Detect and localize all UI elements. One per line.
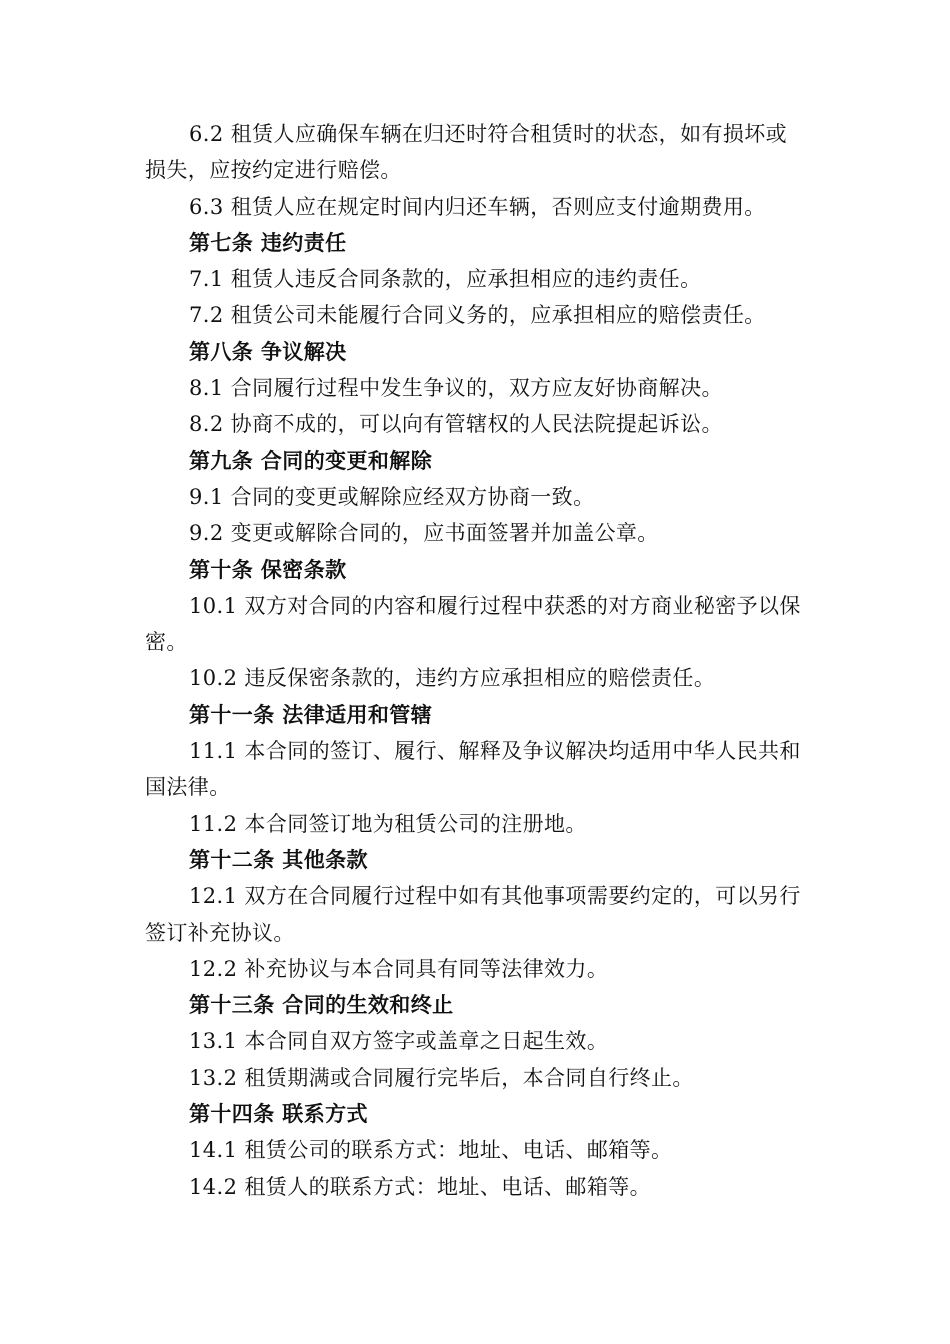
clause-8-2: 8.2 协商不成的，可以向有管辖权的人民法院提起诉讼。 xyxy=(189,412,723,437)
article-8-heading: 第八条 争议解决 xyxy=(189,339,347,364)
article-12-heading: 第十二条 其他条款 xyxy=(189,847,368,872)
clause-7-2: 7.2 租赁公司未能履行合同义务的，应承担相应的赔偿责任。 xyxy=(189,303,766,328)
clause-13-1: 13.1 本合同自双方签字或盖章之日起生效。 xyxy=(189,1029,609,1054)
article-14-heading: 第十四条 联系方式 xyxy=(189,1102,368,1127)
clause-14-1: 14.1 租赁公司的联系方式：地址、电话、邮箱等。 xyxy=(189,1138,673,1163)
article-7-heading: 第七条 违约责任 xyxy=(189,230,347,255)
clause-8-1: 8.1 合同履行过程中发生争议的，双方应友好协商解决。 xyxy=(189,376,723,401)
clause-11-2: 11.2 本合同签订地为租赁公司的注册地。 xyxy=(189,811,587,836)
clause-6-3: 6.3 租赁人应在规定时间内归还车辆，否则应支付逾期费用。 xyxy=(189,194,766,219)
clause-9-2: 9.2 变更或解除合同的，应书面签署并加盖公章。 xyxy=(189,521,659,546)
clause-14-2: 14.2 租赁人的联系方式：地址、电话、邮箱等。 xyxy=(189,1174,652,1199)
clause-10-2: 10.2 违反保密条款的，违约方应承担相应的赔偿责任。 xyxy=(189,666,716,691)
clause-9-1: 9.1 合同的变更或解除应经双方协商一致。 xyxy=(189,484,595,509)
article-10-heading: 第十条 保密条款 xyxy=(189,557,347,582)
clause-12-1: 12.1 双方在合同履行过程中如有其他事项需要约定的，可以另行签订补充协议。 xyxy=(145,884,801,945)
article-9-heading: 第九条 合同的变更和解除 xyxy=(189,448,433,473)
clause-13-2: 13.2 租赁期满或合同履行完毕后，本合同自行终止。 xyxy=(189,1065,694,1090)
article-11-heading: 第十一条 法律适用和管辖 xyxy=(189,702,433,727)
clause-10-1: 10.1 双方对合同的内容和履行过程中获悉的对方商业秘密予以保密。 xyxy=(145,593,801,655)
clause-11-1: 11.1 本合同的签订、履行、解释及争议解决均适用中华人民共和国法律。 xyxy=(145,739,801,800)
clause-6-2: 6.2 租赁人应确保车辆在归还时符合租赁时的状态，如有损坏或损失，应按约定进行赔偿。 xyxy=(145,122,788,183)
article-13-heading: 第十三条 合同的生效和终止 xyxy=(189,993,454,1018)
clause-7-1: 7.1 租赁人违反合同条款的，应承担相应的违约责任。 xyxy=(189,267,702,292)
clause-12-2: 12.2 补充协议与本合同具有同等法律效力。 xyxy=(189,956,609,981)
contract-body xyxy=(145,116,807,1205)
